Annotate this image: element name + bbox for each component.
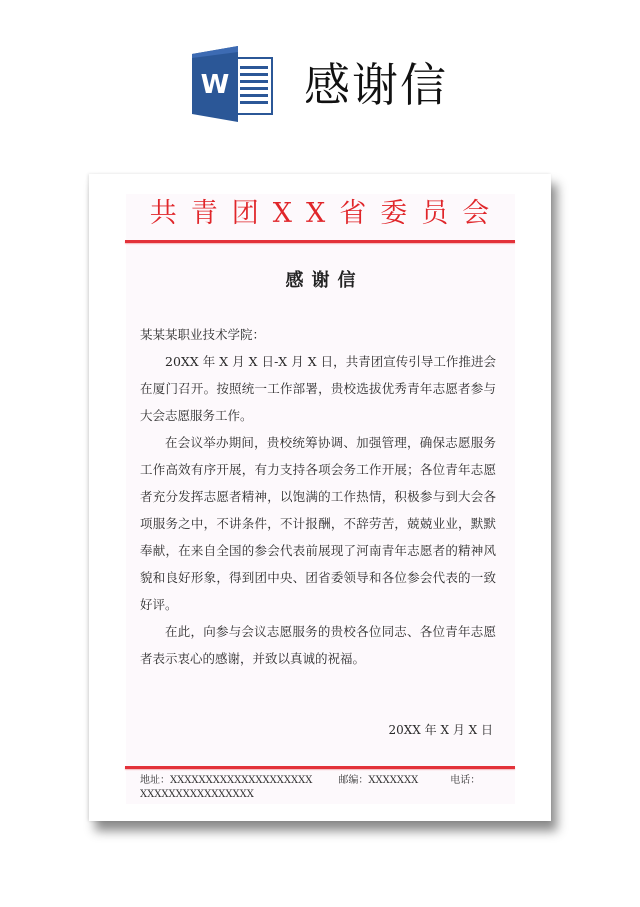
letterhead-red-rule [125,240,515,243]
postcode-value: XXXXXXX [368,775,419,786]
salutation: 某某某职业技术学院： [140,327,266,342]
letter-title: 感谢信 [285,270,364,291]
letter-footer [140,774,510,802]
postcode-label: 邮编： [338,775,369,786]
address-value: XXXXXXXXXXXXXXXXXXXX [170,775,313,786]
phone-label: 电话： [450,775,481,786]
letter-content [140,321,496,672]
address-label: 地址： [140,775,170,786]
paragraph: 在会议举办期间，贵校统筹协调、加强管理，确保志愿服务工作高效有序开展，有力支持各项会务工作开展；各位青年志愿者充分发挥志愿者精神，以饱满的工作热情，积极参与到大会各项服务之中，不讲条件，不计报酬，不辞劳苦，兢兢业业，默默奉献，在来自全国的参会代表前展现了河南青年志愿者的精神风貌和良好形象，得到团中央、团省委领导和各位参会代表的一致好评。 [140,435,496,612]
header-title: 感谢信 [304,58,448,112]
phone-value: XXXXXXXXXXXXXXXX [140,789,254,800]
footer-red-rule [125,766,515,769]
letter-date: 20XX 年 X 月 X 日 [388,723,493,737]
header [0,0,640,150]
document-page [89,174,551,821]
paragraph: 在此，向参与会议志愿服务的贵校各位同志、各位青年志愿者表示衷心的感谢，并致以真诚的祝福。 [140,624,496,666]
letter-body [126,194,515,804]
paragraph: 20XX 年 X 月 X 日-X 月 X 日，共青团宣传引导工作推进会在厦门召开。按照统一工作部署，贵校选拔优秀青年志愿者参与大会志愿服务工作。 [140,354,496,423]
microsoft-word-icon [190,46,274,122]
letterhead-organization: 共青团XX省委员会 [149,198,504,229]
svg-text:W: W [200,70,230,100]
